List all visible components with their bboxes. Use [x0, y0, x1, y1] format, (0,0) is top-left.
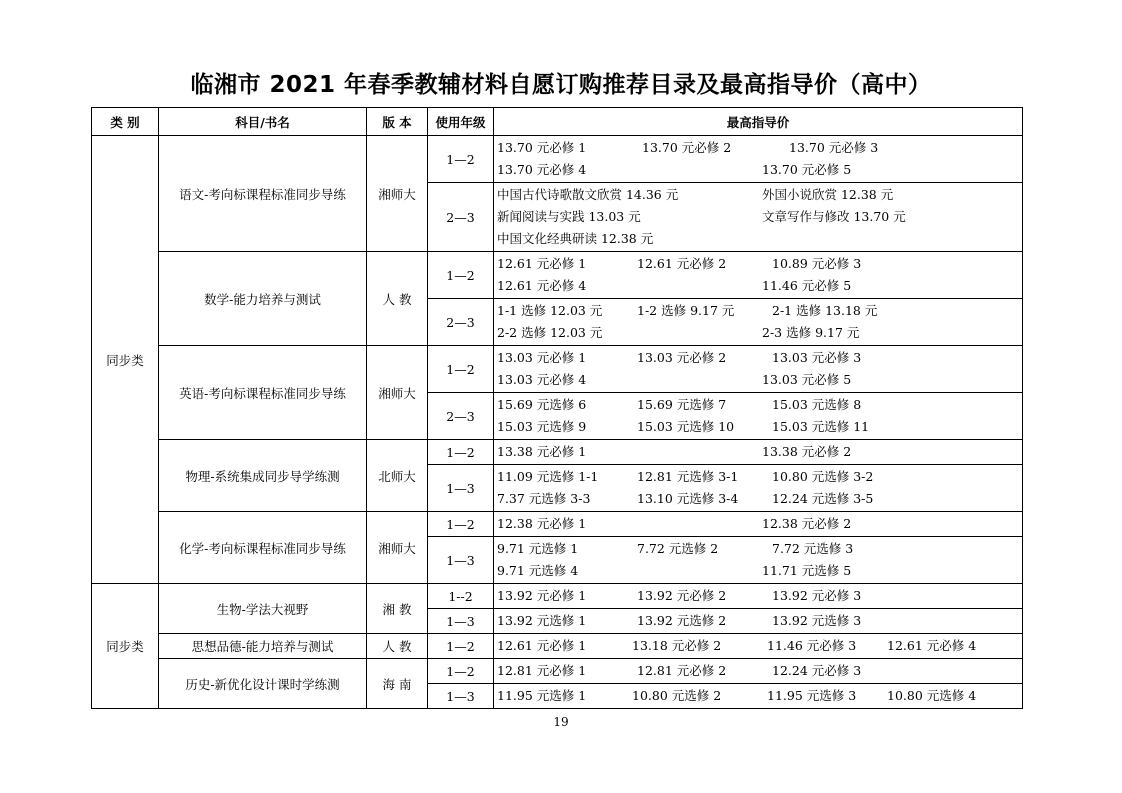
- subject-cell: 思想品德-能力培养与测试: [159, 634, 367, 659]
- price-line: [497, 228, 1022, 250]
- price-item: 2-1 选修 13.18 元: [772, 303, 878, 318]
- grade-cell: 1—2: [428, 440, 494, 465]
- price-item: 13.70 元必修 2: [642, 140, 732, 155]
- price-line: [497, 488, 1022, 510]
- grade-cell: 2—3: [428, 183, 494, 252]
- price-item: 9.71 元选修 4: [497, 563, 579, 578]
- price-item: 1-1 选修 12.03 元: [497, 303, 603, 318]
- price-item: 12.81 元必修 1: [497, 663, 587, 678]
- header-grade: 使用年级: [428, 108, 494, 136]
- price-item: 12.61 元必修 4: [887, 638, 977, 653]
- price-cell: [494, 609, 1023, 634]
- price-item: 13.03 元必修 1: [497, 350, 587, 365]
- price-item: 13.70 元必修 4: [497, 162, 587, 177]
- grade-cell: 1—2: [428, 136, 494, 183]
- price-item: 2-3 选修 9.17 元: [762, 325, 860, 340]
- price-item: 9.71 元选修 1: [497, 541, 579, 556]
- document-title: 临湘市 2021 年春季教辅材料自愿订购推荐目录及最高指导价（高中）: [190, 72, 932, 98]
- grade-cell: 1—2: [428, 512, 494, 537]
- grade-cell: 1—2: [428, 659, 494, 684]
- price-line: [497, 275, 1022, 297]
- price-line: [497, 660, 1022, 682]
- grade-cell: 1—2: [428, 252, 494, 299]
- price-item: 11.95 元选修 3: [767, 688, 857, 703]
- price-item: 1-2 选修 9.17 元: [637, 303, 735, 318]
- subject-cell: 语文-考向标课程标准同步导练: [159, 136, 367, 252]
- price-item: 13.92 元必修 3: [772, 588, 862, 603]
- price-item: 11.46 元必修 5: [762, 278, 852, 293]
- edition-cell: 湘 教: [367, 584, 428, 634]
- price-cell: [494, 659, 1023, 684]
- price-item: 12.81 元必修 2: [637, 663, 727, 678]
- grade-cell: 1—2: [428, 346, 494, 393]
- price-item: 11.95 元选修 1: [497, 688, 587, 703]
- price-cell: [494, 634, 1023, 659]
- subject-cell: 物理-系统集成同步导学练测: [159, 440, 367, 512]
- price-cell: [494, 684, 1023, 709]
- price-cell: [494, 183, 1023, 252]
- table-row: [92, 584, 1023, 609]
- price-item: 13.70 元必修 3: [789, 140, 879, 155]
- table-row: [92, 440, 1023, 465]
- price-line: [497, 184, 1022, 206]
- price-item: 13.38 元必修 2: [762, 444, 852, 459]
- header-subject: 科目/书名: [159, 108, 367, 136]
- grade-cell: 1—3: [428, 609, 494, 634]
- price-item: 12.24 元必修 3: [772, 663, 862, 678]
- price-item: 文章写作与修改 13.70 元: [762, 209, 906, 224]
- price-line: [497, 416, 1022, 438]
- category-cell: 同步类: [92, 136, 159, 584]
- price-item: 15.69 元选修 6: [497, 397, 587, 412]
- price-item: 13.03 元必修 4: [497, 372, 587, 387]
- grade-cell: 1—3: [428, 465, 494, 512]
- table-row: [92, 252, 1023, 299]
- price-cell: [494, 440, 1023, 465]
- edition-cell: 海 南: [367, 659, 428, 709]
- subject-cell: 英语-考向标课程标准同步导练: [159, 346, 367, 440]
- price-item: 中国文化经典研读 12.38 元: [497, 231, 654, 246]
- price-item: 13.92 元选修 3: [772, 613, 862, 628]
- price-line: [497, 394, 1022, 416]
- price-item: 10.80 元选修 2: [632, 688, 722, 703]
- price-item: 15.03 元选修 9: [497, 419, 587, 434]
- price-line: [497, 685, 1022, 707]
- price-cell: [494, 584, 1023, 609]
- grade-cell: 1—3: [428, 537, 494, 584]
- price-item: 7.72 元选修 3: [772, 541, 854, 556]
- price-line: [497, 300, 1022, 322]
- table-row: [92, 659, 1023, 684]
- price-item: 11.71 元选修 5: [762, 563, 852, 578]
- edition-cell: 北师大: [367, 440, 428, 512]
- price-line: [497, 322, 1022, 344]
- price-item: 12.61 元必修 2: [637, 256, 727, 271]
- subject-cell: 生物-学法大视野: [159, 584, 367, 634]
- price-cell: [494, 393, 1023, 440]
- category-cell: 同步类: [92, 584, 159, 709]
- subject-cell: 化学-考向标课程标准同步导练: [159, 512, 367, 584]
- header-category: 类 别: [92, 108, 159, 136]
- price-item: 13.03 元必修 5: [762, 372, 852, 387]
- price-item: 7.37 元选修 3-3: [497, 491, 591, 506]
- price-item: 外国小说欣赏 12.38 元: [762, 187, 894, 202]
- price-item: 10.80 元选修 4: [887, 688, 977, 703]
- table-row: [92, 634, 1023, 659]
- header-edition: 版 本: [367, 108, 428, 136]
- price-item: 12.24 元选修 3-5: [772, 491, 874, 506]
- table-row: [92, 512, 1023, 537]
- price-line: [497, 513, 1022, 535]
- edition-cell: 人 教: [367, 252, 428, 346]
- price-item: 12.81 元选修 3-1: [637, 469, 739, 484]
- price-item: 15.03 元选修 10: [637, 419, 735, 434]
- grade-cell: 2—3: [428, 299, 494, 346]
- price-item: 15.69 元选修 7: [637, 397, 727, 412]
- edition-cell: 湘师大: [367, 512, 428, 584]
- price-item: 13.03 元必修 2: [637, 350, 727, 365]
- edition-cell: 湘师大: [367, 346, 428, 440]
- price-item: 11.46 元必修 3: [767, 638, 857, 653]
- price-item: 13.38 元必修 1: [497, 444, 587, 459]
- price-cell: [494, 465, 1023, 512]
- price-line: [497, 206, 1022, 228]
- price-item: 13.10 元选修 3-4: [637, 491, 739, 506]
- price-item: 13.18 元必修 2: [632, 638, 722, 653]
- price-cell: [494, 299, 1023, 346]
- price-item: 2-2 选修 12.03 元: [497, 325, 603, 340]
- price-item: 13.03 元必修 3: [772, 350, 862, 365]
- price-cell: [494, 537, 1023, 584]
- edition-cell: 人 教: [367, 634, 428, 659]
- grade-cell: 2—3: [428, 393, 494, 440]
- price-item: 13.70 元必修 5: [762, 162, 852, 177]
- price-line: [497, 538, 1022, 560]
- price-line: [497, 347, 1022, 369]
- price-item: 12.61 元必修 4: [497, 278, 587, 293]
- price-line: [497, 137, 1022, 159]
- price-line: [497, 369, 1022, 391]
- page-number: 19: [553, 715, 569, 729]
- edition-cell: 湘师大: [367, 136, 428, 252]
- price-line: [497, 466, 1022, 488]
- price-item: 15.03 元选修 8: [772, 397, 862, 412]
- price-line: [497, 441, 1022, 463]
- price-item: 13.92 元必修 2: [637, 588, 727, 603]
- price-line: [497, 585, 1022, 607]
- price-item: 12.61 元必修 1: [497, 256, 587, 271]
- price-item: 12.38 元必修 1: [497, 516, 587, 531]
- table-body: [92, 136, 1023, 709]
- grade-cell: 1—2: [428, 634, 494, 659]
- price-item: 13.92 元选修 2: [637, 613, 727, 628]
- table-header-row: [92, 108, 1023, 136]
- price-item: 7.72 元选修 2: [637, 541, 719, 556]
- price-item: 15.03 元选修 11: [772, 419, 870, 434]
- price-line: [497, 560, 1022, 582]
- price-item: 11.09 元选修 1-1: [497, 469, 599, 484]
- price-item: 10.89 元必修 3: [772, 256, 862, 271]
- price-item: 13.92 元选修 1: [497, 613, 587, 628]
- subject-cell: 历史-新优化设计课时学练测: [159, 659, 367, 709]
- grade-cell: 1—3: [428, 684, 494, 709]
- subject-cell: 数学-能力培养与测试: [159, 252, 367, 346]
- table-row: [92, 346, 1023, 393]
- price-item: 新闻阅读与实践 13.03 元: [497, 209, 641, 224]
- price-line: [497, 253, 1022, 275]
- price-item: 13.92 元必修 1: [497, 588, 587, 603]
- price-cell: [494, 252, 1023, 299]
- header-price: 最高指导价: [494, 108, 1023, 136]
- price-table: [91, 107, 1023, 709]
- price-item: 10.80 元选修 3-2: [772, 469, 874, 484]
- price-item: 12.61 元必修 1: [497, 638, 587, 653]
- price-item: 中国古代诗歌散文欣赏 14.36 元: [497, 187, 679, 202]
- price-line: [497, 635, 1022, 657]
- price-line: [497, 159, 1022, 181]
- price-item: 12.38 元必修 2: [762, 516, 852, 531]
- price-cell: [494, 346, 1023, 393]
- price-line: [497, 610, 1022, 632]
- price-item: 13.70 元必修 1: [497, 140, 587, 155]
- table-row: [92, 136, 1023, 183]
- price-cell: [494, 512, 1023, 537]
- grade-cell: 1--2: [428, 584, 494, 609]
- price-cell: [494, 136, 1023, 183]
